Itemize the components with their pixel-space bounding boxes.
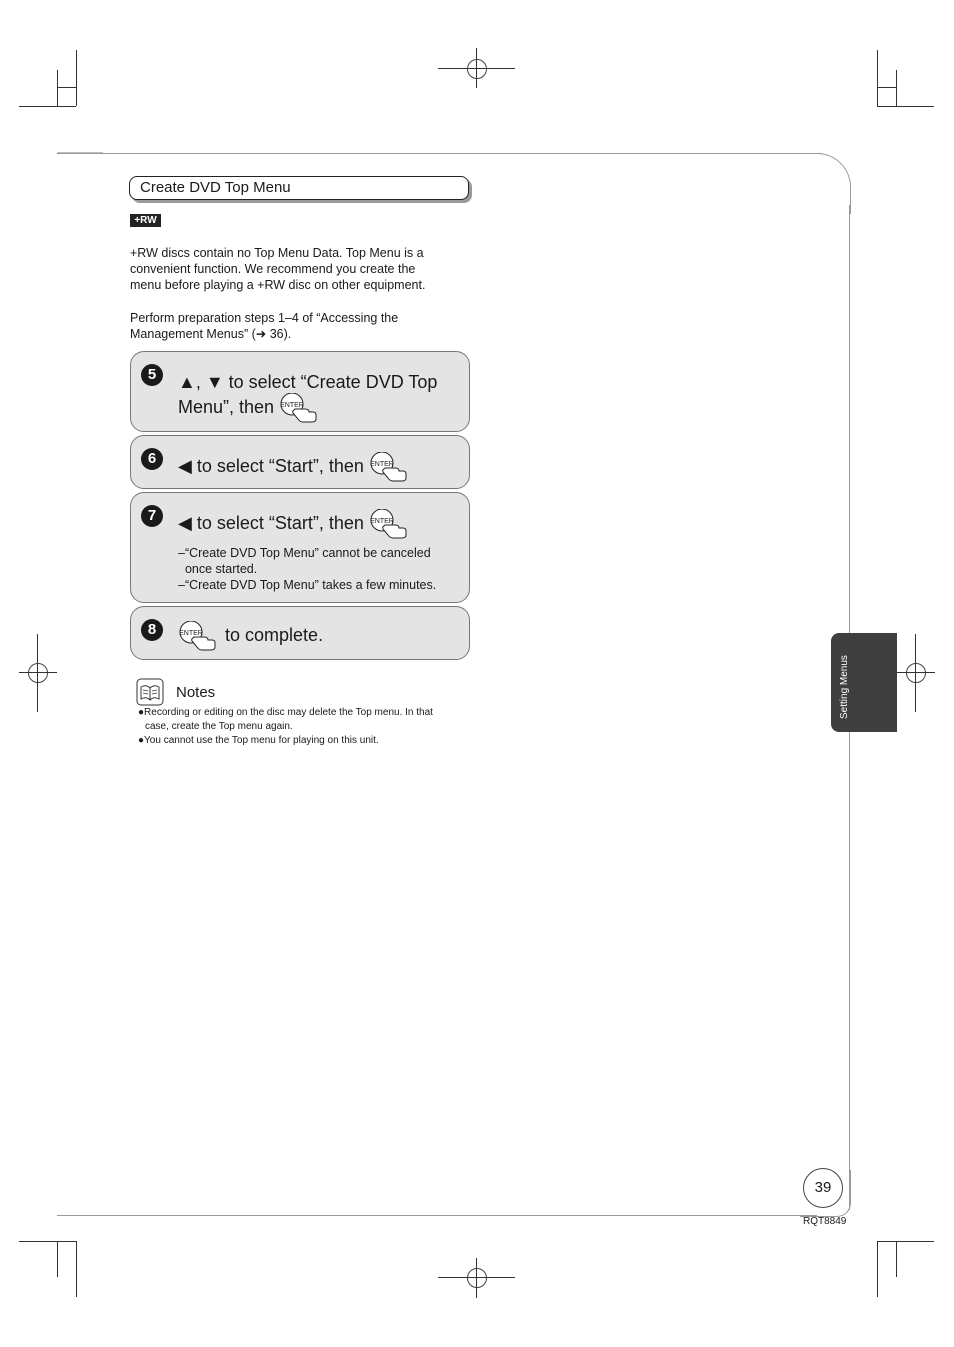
page-frame [790, 153, 851, 214]
step-number: 5 [141, 364, 163, 386]
crop-mark [57, 70, 58, 106]
enter-button-icon [178, 621, 220, 651]
step-6 [130, 435, 470, 489]
crop-mark [896, 1241, 897, 1277]
crop-mark [877, 1241, 878, 1297]
section-title: Create DVD Top Menu [140, 179, 291, 196]
crop-mark [896, 70, 897, 106]
svg-text:ENTER: ENTER [179, 630, 203, 637]
crop-mark [76, 1241, 77, 1297]
crop-mark [877, 1241, 934, 1242]
step-instruction [178, 509, 411, 539]
step-notes [178, 545, 436, 593]
text-line: –“Create DVD Top Menu” takes a few minutes. [178, 578, 437, 592]
step-8 [130, 606, 470, 660]
side-tab [831, 633, 897, 732]
text-line: to complete. [225, 624, 324, 645]
registration-mark [906, 663, 926, 683]
registration-line [915, 634, 916, 712]
step-number: 7 [141, 505, 163, 527]
page-number: 39 [803, 1168, 843, 1208]
crop-mark [877, 106, 934, 107]
svg-text:ENTER: ENTER [370, 461, 394, 468]
page-frame [57, 1215, 817, 1216]
enter-button-icon [279, 393, 321, 423]
text-line: ▲, ▼ to select “Create DVD Top [178, 372, 438, 392]
notes-title: Notes [176, 684, 216, 701]
bullet-icon: ● [138, 735, 145, 746]
registration-mark [467, 1268, 487, 1288]
crop-mark [57, 87, 76, 88]
crop-mark [19, 106, 76, 107]
text-line: ◀ to select “Start”, then [178, 512, 364, 533]
registration-mark [467, 59, 487, 79]
document-code: RQT8849 [803, 1216, 847, 1227]
svg-text:ENTER: ENTER [370, 518, 394, 525]
svg-text:ENTER: ENTER [280, 402, 304, 409]
text-line: Menu”, then [178, 396, 275, 417]
crop-mark [19, 1241, 76, 1242]
text-line-with-icon [178, 393, 437, 423]
text-line: +RW discs contain no Top Menu Data. Top Menu is a [130, 246, 424, 260]
registration-mark [28, 663, 48, 683]
crop-mark [57, 1241, 58, 1277]
crop-mark [877, 87, 896, 88]
registration-line [19, 672, 57, 673]
registration-line [476, 48, 477, 88]
disc-type-badge: +RW [130, 214, 161, 227]
text-line: convenient function. We recommend you create the [130, 262, 416, 276]
step-5 [130, 351, 470, 432]
registration-line [37, 634, 38, 712]
intro-paragraph [130, 245, 425, 293]
text-line: –“Create DVD Top Menu” cannot be canceled [178, 546, 431, 560]
step-number: 6 [141, 448, 163, 470]
step-instruction [178, 621, 323, 651]
note-item-continued: case, create the Top menu again. [145, 721, 293, 732]
registration-line [897, 672, 935, 673]
text-line: menu before playing a +RW disc on other equipment. [130, 278, 426, 292]
enter-button-icon [369, 452, 411, 482]
notes-list [138, 706, 433, 748]
crop-mark [76, 50, 77, 106]
crop-mark [877, 50, 878, 106]
text-line: ◀ to select “Start”, then [178, 455, 364, 476]
text-line: Perform preparation steps 1–4 of “Accessing the [130, 311, 399, 325]
step-7 [130, 492, 470, 603]
registration-line [476, 1258, 477, 1298]
notes-book-icon [136, 678, 164, 706]
preparation-paragraph [130, 310, 398, 342]
step-number: 8 [141, 619, 163, 641]
side-tab-label: Setting Menus [839, 655, 850, 719]
note-item: ●Recording or editing on the disc may delete the Top menu. In that [138, 707, 433, 718]
text-line: once started. [178, 562, 258, 576]
bullet-icon: ● [138, 707, 145, 718]
enter-button-icon [369, 509, 411, 539]
step-instruction [178, 372, 437, 423]
note-item: ●You cannot use the Top menu for playing on this unit. [138, 735, 379, 746]
section-header [129, 176, 469, 200]
text-line: Management Menus” (➜ 36). [130, 327, 292, 341]
page-frame [57, 153, 822, 154]
step-instruction [178, 452, 411, 482]
